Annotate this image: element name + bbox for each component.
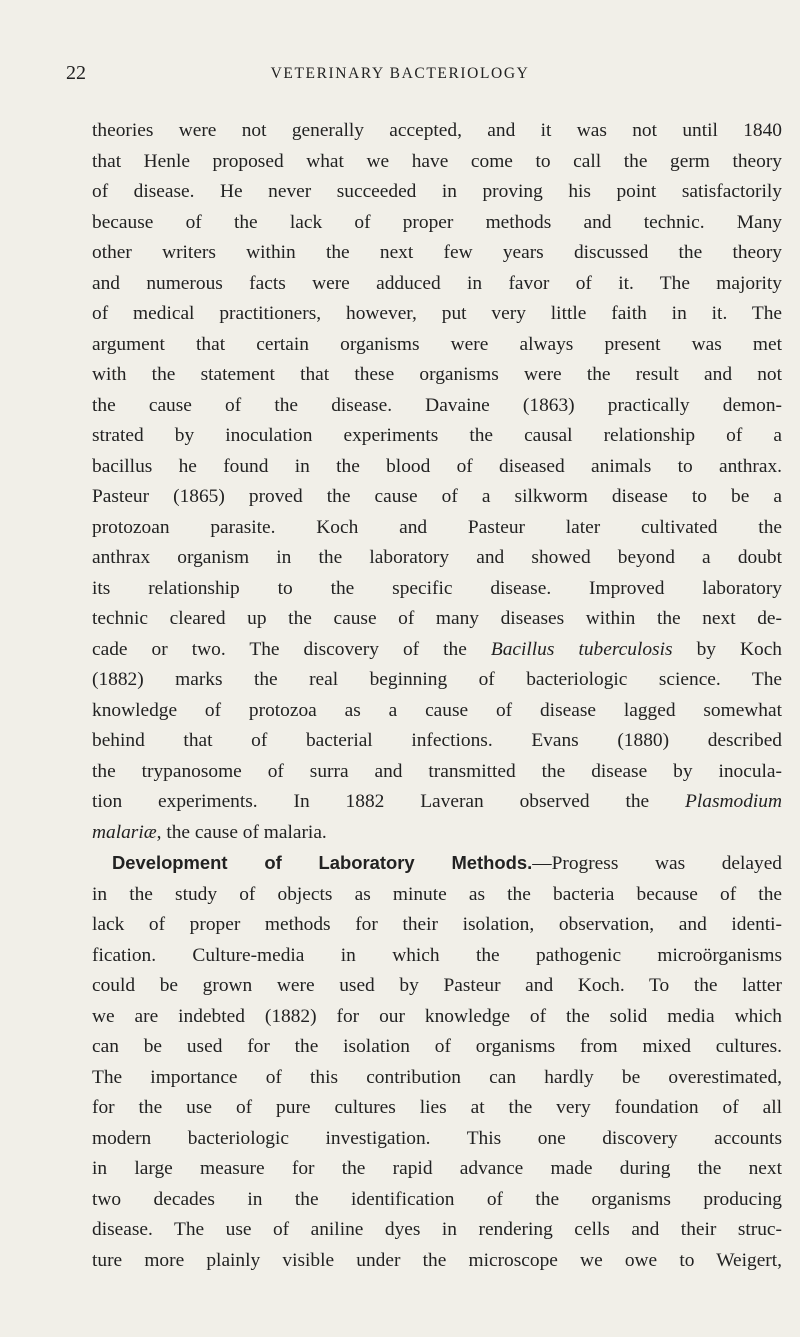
text-line: modern bacteriologic investigation. This one discovery accounts bbox=[92, 1127, 782, 1149]
text-line: technic cleared up the cause of many diseases within the next de- bbox=[92, 608, 782, 629]
text-line: the trypanosome of surra and transmitted the disease by inocula- bbox=[92, 760, 782, 782]
text-line: argument that certain organisms were always present was met bbox=[92, 333, 782, 355]
text-line: of medical practitioners, however, put very little faith in it. The bbox=[92, 303, 782, 324]
text-line bbox=[92, 787, 782, 818]
text-line: fication. Culture-media in which the pathogenic microörganisms bbox=[92, 944, 782, 966]
text-line: in large measure for the rapid advance made during the next bbox=[92, 1158, 782, 1179]
page-number: 22 bbox=[66, 62, 86, 84]
text-line: lack of proper methods for their isolation, observation, and identi- bbox=[92, 914, 782, 935]
text-run: cade or two. The discovery of the bbox=[92, 638, 491, 660]
text-line: (1882) marks the real beginning of bacteriologic science. The bbox=[92, 669, 782, 690]
text-line: its relationship to the specific disease. Improved laboratory bbox=[92, 577, 782, 599]
text-line bbox=[92, 818, 782, 849]
text-line: because of the lack of proper methods and technic. Many bbox=[92, 211, 782, 233]
text-line: protozoan parasite. Koch and Pasteur later cultivated the bbox=[92, 516, 782, 538]
text-line: of disease. He never succeeded in proving his point satisfactorily bbox=[92, 181, 782, 202]
text-line: Pasteur (1865) proved the cause of a silkworm disease to be a bbox=[92, 486, 782, 507]
text-line: two decades in the identification of the organisms producing bbox=[92, 1188, 782, 1210]
text-run: , the cause of malaria. bbox=[156, 821, 327, 843]
text-run: tion experiments. In 1882 Laveran observed the bbox=[92, 791, 686, 812]
text-line: theories were not generally accepted, and it was not until 1840 bbox=[92, 120, 782, 141]
text-line: for the use of pure cultures lies at the very foundation of all bbox=[92, 1097, 782, 1118]
text-line: other writers within the next few years discussed the theory bbox=[92, 242, 782, 263]
species-name: malariæ bbox=[92, 821, 157, 843]
text-line: disease. The use of aniline dyes in rendering cells and their struc- bbox=[92, 1219, 782, 1240]
section-heading: Development of Laboratory Methods. bbox=[112, 852, 533, 873]
text-line: in the study of objects as minute as the bacteria because of the bbox=[92, 883, 782, 905]
text-line: can be used for the isolation of organisms from mixed cultures. bbox=[92, 1036, 782, 1057]
text-line: behind that of bacterial infections. Evans (1880) described bbox=[92, 730, 782, 751]
text-line: strated by inoculation experiments the causal relationship of a bbox=[92, 425, 782, 446]
text-line: with the statement that these organisms were the result and not bbox=[92, 364, 782, 385]
running-head: VETERINARY BACTERIOLOGY bbox=[270, 65, 530, 82]
text-line: could be grown were used by Pasteur and Koch. To the latter bbox=[92, 975, 782, 996]
text-line bbox=[92, 635, 782, 666]
text-run: —Progress was delayed bbox=[532, 853, 783, 874]
text-line: ture more plainly visible under the microscope we owe to Weigert, bbox=[92, 1249, 782, 1271]
text-line: knowledge of protozoa as a cause of disease lagged somewhat bbox=[92, 699, 782, 721]
text-line: anthrax organism in the laboratory and showed beyond a doubt bbox=[92, 547, 782, 568]
text-line: we are indebted (1882) for our knowledge of the solid media which bbox=[92, 1005, 782, 1027]
body-text bbox=[92, 116, 782, 1276]
species-name: Plasmodium bbox=[685, 791, 782, 812]
text-line: bacillus he found in the blood of diseased animals to anthrax. bbox=[92, 455, 782, 477]
text-line bbox=[92, 848, 782, 880]
text-line: The importance of this contribution can hardly be overestimated, bbox=[92, 1066, 782, 1088]
text-line: the cause of the disease. Davaine (1863) practically demon- bbox=[92, 394, 782, 416]
text-run: by Koch bbox=[672, 638, 782, 660]
species-name: Bacillus tuberculosis bbox=[490, 638, 673, 660]
text-line: that Henle proposed what we have come to call the germ theory bbox=[92, 150, 782, 172]
text-line: and numerous facts were adduced in favor of it. The majority bbox=[92, 272, 782, 294]
